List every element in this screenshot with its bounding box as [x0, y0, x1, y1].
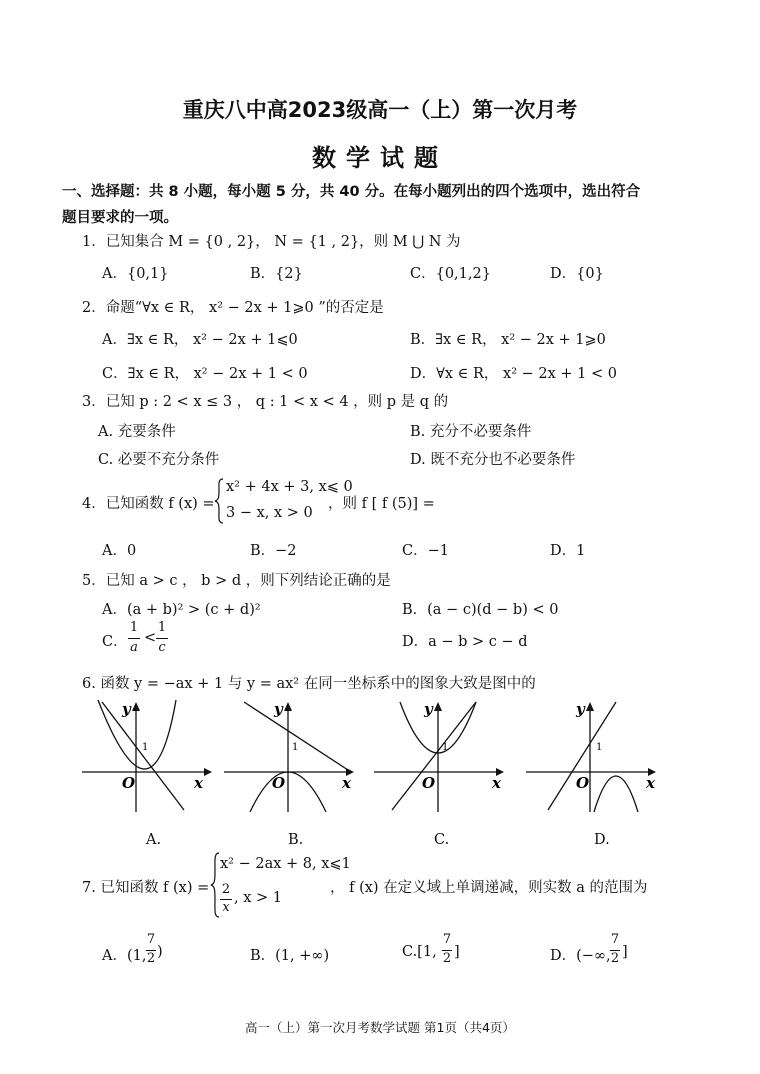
q6-stem: 6. 函数 y = −ax + 1 与 y = ax² 在同一坐标系中的图象大致是图中的 — [82, 676, 536, 692]
graph-b — [222, 698, 362, 816]
q4-option-b: B．−2 — [250, 543, 297, 559]
q7-option-d-tail: ] — [622, 944, 628, 960]
graph-a — [80, 698, 220, 816]
q1-option-d: D．{0} — [550, 266, 604, 282]
q5-option-c-label: C． — [102, 634, 128, 650]
q2-option-a: A．∃x ∈ R， x² − 2x + 1⩽0 — [102, 332, 298, 348]
graph-d-x-label: x — [646, 774, 655, 792]
q5-option-c-num2: 1 — [157, 620, 167, 635]
graph-c-caption: C. — [434, 832, 450, 848]
section-heading-line2: 题目要求的一项。 — [62, 210, 178, 226]
graph-c-y-label: y — [424, 700, 433, 718]
q5-stem: 5．已知 a > c ， b > d ，则下列结论正确的是 — [82, 573, 391, 589]
q2-option-c: C．∃x ∈ R， x² − 2x + 1 < 0 — [102, 366, 308, 382]
graph-a-y-label: y — [122, 700, 131, 718]
q4-case1: x² + 4x + 3, x⩽ 0 — [226, 479, 353, 495]
q7-case2-den: x — [222, 900, 230, 915]
q4-brace — [214, 478, 224, 524]
graph-a-origin-label: O — [122, 774, 136, 792]
q3-option-b: B. 充分不必要条件 — [410, 424, 532, 440]
graph-d — [524, 698, 664, 816]
graph-c-one-label: 1 — [442, 742, 449, 753]
q7-case2-rest: , x > 1 — [234, 890, 282, 906]
q7-option-c-tail: ] — [454, 944, 460, 960]
q7-option-c-num: 7 — [442, 932, 452, 947]
q5-option-b: B．(a − c)(d − b) < 0 — [402, 602, 559, 618]
q7-option-d-den: 2 — [610, 951, 620, 966]
q3-stem: 3．已知 p : 2 < x ≤ 3 ， q : 1 < x < 4 ，则 p 是 q 的 — [82, 394, 449, 410]
q7-case2-num: 2 — [221, 882, 231, 897]
q1-option-b: B．{2} — [250, 266, 303, 282]
q5-option-c-den2: c — [158, 640, 166, 655]
graph-b-caption: B. — [288, 832, 304, 848]
section-heading-line1: 一、选择题：共 8 小题，每小题 5 分，共 40 分。在每小题列出的四个选项中，选出符合 — [62, 184, 641, 200]
q1-option-a: A．{0,1} — [102, 266, 169, 282]
q7-brace — [210, 852, 220, 918]
q5-option-d: D．a − b > c − d — [402, 634, 528, 650]
q7-prefix: 7. 已知函数 f (x) = — [82, 880, 210, 896]
subject-title: 数学试题 — [312, 144, 448, 172]
q3-option-d: D. 既不充分也不必要条件 — [410, 452, 576, 468]
q5-option-c-bar1 — [128, 638, 140, 639]
graph-c — [372, 698, 512, 816]
q4-case2: 3 − x, x > 0 — [226, 505, 313, 521]
q7-suffix: ， f (x) 在定义域上单调递减，则实数 a 的范围为 — [330, 880, 648, 896]
q4-option-d: D．1 — [550, 543, 586, 559]
q5-option-c-num1: 1 — [129, 620, 139, 635]
graph-d-origin-label: O — [576, 774, 590, 792]
page-footer: 高一（上）第一次月考数学试题 第1页（共4页） — [245, 1020, 515, 1035]
q7-option-d-lead: D．(−∞, — [550, 948, 611, 964]
q4-prefix: 4．已知函数 f (x) = — [82, 496, 215, 512]
q4-suffix: ，则 f [ f (5)] = — [328, 496, 435, 512]
q5-option-a: A．(a + b)² > (c + d)² — [102, 602, 261, 618]
q3-option-a: A. 充要条件 — [98, 424, 176, 440]
q7-option-a-lead: A．(1, — [102, 948, 147, 964]
q5-option-c-den1: a — [130, 640, 138, 655]
q7-option-d-num: 7 — [610, 932, 620, 947]
q1-option-c: C．{0,1,2} — [410, 266, 491, 282]
q7-option-c-lead: C.[1, — [402, 944, 437, 960]
exam-title: 重庆八中高2023级高一（上）第一次月考 — [182, 98, 578, 122]
q2-option-d: D．∀x ∈ R， x² − 2x + 1 < 0 — [410, 366, 617, 382]
graph-c-x-label: x — [492, 774, 501, 792]
graph-a-one-label: 1 — [142, 742, 149, 753]
q7-option-a-tail: ) — [157, 944, 163, 960]
graph-c-origin-label: O — [422, 774, 436, 792]
q2-option-b: B．∃x ∈ R， x² − 2x + 1⩾0 — [410, 332, 606, 348]
q5-option-c-bar2 — [156, 638, 168, 639]
graph-b-one-label: 1 — [292, 742, 299, 753]
q7-case1: x² − 2ax + 8, x⩽1 — [220, 856, 351, 872]
q7-option-a-num: 7 — [146, 932, 156, 947]
q5-option-c-lt: < — [144, 630, 157, 646]
q3-option-c: C. 必要不充分条件 — [98, 452, 220, 468]
graph-d-one-label: 1 — [596, 742, 603, 753]
q4-option-c: C．−1 — [402, 543, 449, 559]
graph-a-caption: A. — [146, 832, 162, 848]
q7-option-c-den: 2 — [442, 951, 452, 966]
graph-a-x-label: x — [194, 774, 203, 792]
q2-stem: 2．命题“∀x ∈ R， x² − 2x + 1⩾0 ”的否定是 — [82, 300, 384, 316]
q7-option-a-den: 2 — [146, 951, 156, 966]
graph-d-caption: D. — [594, 832, 610, 848]
graph-b-x-label: x — [342, 774, 351, 792]
graph-b-y-label: y — [274, 700, 283, 718]
graph-b-origin-label: O — [272, 774, 286, 792]
q1-stem: 1．已知集合 M = {0 , 2}， N = {1 , 2}，则 M ⋃ N 为 — [82, 234, 461, 250]
graph-d-y-label: y — [576, 700, 585, 718]
q4-option-a: A．0 — [102, 543, 137, 559]
q7-option-b: B．(1, +∞) — [250, 948, 330, 964]
